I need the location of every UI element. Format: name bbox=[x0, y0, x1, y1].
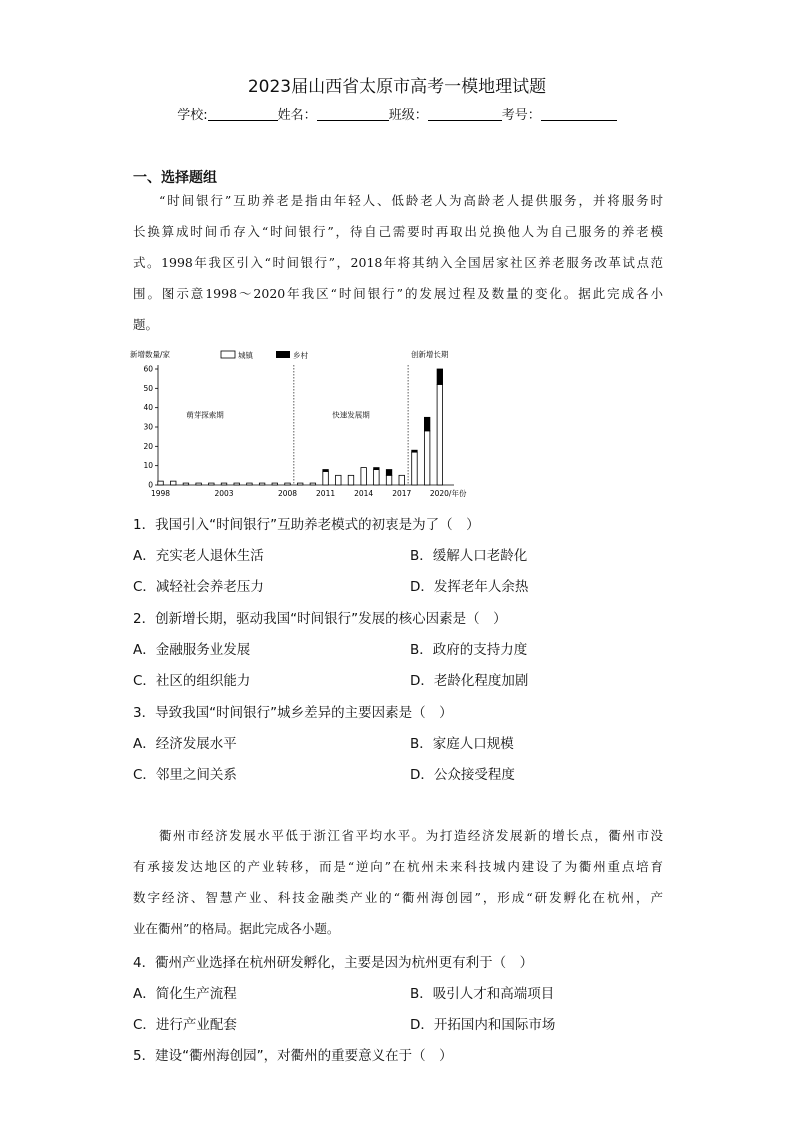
bar-urban bbox=[437, 384, 443, 485]
bar-rural bbox=[374, 468, 380, 470]
student-info-line bbox=[0, 104, 794, 123]
passage-2 bbox=[133, 820, 663, 944]
bar-rural bbox=[412, 450, 418, 452]
name-label: 姓名： bbox=[277, 108, 317, 123]
x-tick-label: 2017 bbox=[392, 489, 412, 498]
q2-option-d[interactable]: D．老龄化程度加剧 bbox=[410, 673, 529, 689]
x-tick-label: 2014 bbox=[354, 489, 374, 498]
question-1: 1．我国引入“时间银行”互助养老模式的初衷是为了（ ） bbox=[133, 517, 480, 533]
y-tick-label: 40 bbox=[143, 403, 153, 413]
bar-urban bbox=[361, 468, 367, 485]
bar-rural bbox=[424, 417, 430, 431]
passage-line: “时间银行”互助养老是指由年轻人、低龄老人为高龄老人提供服务，并将服务时 bbox=[159, 193, 663, 208]
bar-urban bbox=[170, 481, 176, 485]
q3-option-a[interactable]: A．经济发展水平 bbox=[133, 736, 237, 752]
time-bank-chart bbox=[130, 345, 470, 505]
name-blank[interactable] bbox=[317, 107, 389, 121]
bar-urban bbox=[183, 483, 189, 485]
q3-option-d[interactable]: D．公众接受程度 bbox=[410, 767, 515, 783]
q4-option-b[interactable]: B．吸引人才和高端项目 bbox=[410, 986, 555, 1002]
x-tick-label: 2008 bbox=[277, 489, 298, 498]
bar-urban bbox=[336, 475, 342, 485]
passage-line: 长换算成时间币存入“时间银行”，待自己需要时再取出兑换他人为自己服务的养老模 bbox=[133, 224, 663, 239]
bar-urban bbox=[234, 483, 240, 485]
y-tick-label: 60 bbox=[143, 364, 153, 374]
x-tick-label: 2020/年份 bbox=[429, 489, 467, 498]
x-tick-label: 2011 bbox=[316, 489, 336, 498]
legend-label-rural: 乡村 bbox=[293, 351, 308, 360]
q1-option-a[interactable]: A．充实老人退休生活 bbox=[133, 548, 264, 564]
chart-plot-area bbox=[130, 349, 467, 498]
x-tick-label: 2003 bbox=[214, 489, 234, 498]
passage-1 bbox=[133, 185, 663, 340]
q4-option-a[interactable]: A．简化生产流程 bbox=[133, 986, 237, 1002]
q1-option-c[interactable]: C．减轻社会养老压力 bbox=[133, 579, 264, 595]
bar-urban bbox=[209, 483, 215, 485]
bar-urban bbox=[412, 452, 418, 485]
school-blank[interactable] bbox=[208, 107, 278, 121]
q2-option-a[interactable]: A．金融服务业发展 bbox=[133, 642, 251, 658]
y-tick-label: 0 bbox=[148, 480, 153, 490]
q3-option-c[interactable]: C．邻里之间关系 bbox=[133, 767, 237, 783]
bar-urban bbox=[386, 475, 392, 485]
y-tick-label: 20 bbox=[143, 441, 153, 451]
bar-rural bbox=[386, 470, 392, 476]
question-3: 3．导致我国“时间银行”城乡差异的主要因素是（ ） bbox=[133, 705, 453, 721]
legend-swatch-rural bbox=[276, 351, 290, 358]
q1-option-d[interactable]: D．发挥老年人余热 bbox=[410, 579, 529, 595]
bar-urban bbox=[247, 483, 253, 485]
phase-label: 萌芽探索期 bbox=[186, 410, 224, 420]
bar-urban bbox=[272, 483, 278, 485]
bar-urban bbox=[348, 475, 354, 485]
passage-line: 有承接发达地区的产业转移，而是“逆向”在杭州未来科技城内建设了为衢州重点培育 bbox=[133, 859, 663, 874]
bar-urban bbox=[424, 431, 430, 485]
passage-line: 式。1998年我区引入“时间银行”，2018年将其纳入全国居家社区养老服务改革试点范 bbox=[133, 255, 663, 270]
bar-rural bbox=[323, 470, 329, 472]
bar-urban bbox=[196, 483, 202, 485]
q2-option-b[interactable]: B．政府的支持力度 bbox=[410, 642, 528, 658]
y-axis-label: 新增数量/家 bbox=[130, 350, 171, 359]
bar-urban bbox=[374, 470, 380, 485]
passage-line: 数字经济、智慧产业、科技金融类产业的“衢州海创园”，形成“研发孵化在杭州，产 bbox=[133, 890, 663, 905]
school-label: 学校: bbox=[177, 108, 208, 123]
question-5: 5．建设“衢州海创园”，对衢州的重要意义在于（ ） bbox=[133, 1048, 453, 1064]
bar-urban bbox=[310, 483, 316, 485]
x-tick-label: 1998 bbox=[150, 489, 171, 498]
bar-urban bbox=[158, 481, 164, 485]
question-2: 2．创新增长期，驱动我国“时间银行”发展的核心因素是（ ） bbox=[133, 611, 507, 627]
bar-urban bbox=[297, 483, 303, 485]
q4-option-c[interactable]: C．进行产业配套 bbox=[133, 1017, 237, 1033]
q3-option-b[interactable]: B．家庭人口规模 bbox=[410, 736, 514, 752]
question-4: 4．衢州产业选择在杭州研发孵化，主要是因为杭州更有利于（ ） bbox=[133, 955, 534, 971]
class-label: 班级： bbox=[388, 108, 428, 123]
legend-swatch-urban bbox=[221, 351, 235, 358]
section-heading: 一、选择题组 bbox=[133, 170, 217, 186]
class-blank[interactable] bbox=[428, 107, 502, 121]
bar-urban bbox=[285, 483, 291, 485]
passage-line: 业在衢州”的格局。据此完成各小题。 bbox=[133, 921, 340, 936]
y-tick-label: 30 bbox=[143, 422, 153, 432]
passage-line: 衢州市经济发展水平低于浙江省平均水平。为打造经济发展新的增长点，衢州市没 bbox=[159, 828, 663, 843]
bar-rural bbox=[437, 369, 443, 384]
page-title: 2023届山西省太原市高考一模地理试题 bbox=[247, 77, 547, 97]
legend-label-urban: 城镇 bbox=[238, 351, 253, 360]
bar-urban bbox=[323, 471, 329, 485]
phase-label: 创新增长期 bbox=[410, 350, 449, 359]
y-tick-label: 10 bbox=[143, 461, 153, 471]
bar-urban bbox=[221, 483, 227, 485]
bar-urban bbox=[399, 475, 405, 485]
q1-option-b[interactable]: B．缓解人口老龄化 bbox=[410, 548, 528, 564]
passage-line: 围。图示意1998～2020年我区“时间银行”的发展过程及数量的变化。据此完成各小 bbox=[133, 286, 663, 301]
exam-no-label: 考号： bbox=[501, 108, 541, 123]
y-tick-label: 50 bbox=[143, 383, 153, 393]
passage-line: 题。 bbox=[133, 317, 159, 332]
q2-option-c[interactable]: C．社区的组织能力 bbox=[133, 673, 251, 689]
phase-label: 快速发展期 bbox=[332, 410, 370, 420]
bar-urban bbox=[259, 483, 265, 485]
exam-no-blank[interactable] bbox=[541, 107, 617, 121]
q4-option-d[interactable]: D．开拓国内和国际市场 bbox=[410, 1017, 556, 1033]
